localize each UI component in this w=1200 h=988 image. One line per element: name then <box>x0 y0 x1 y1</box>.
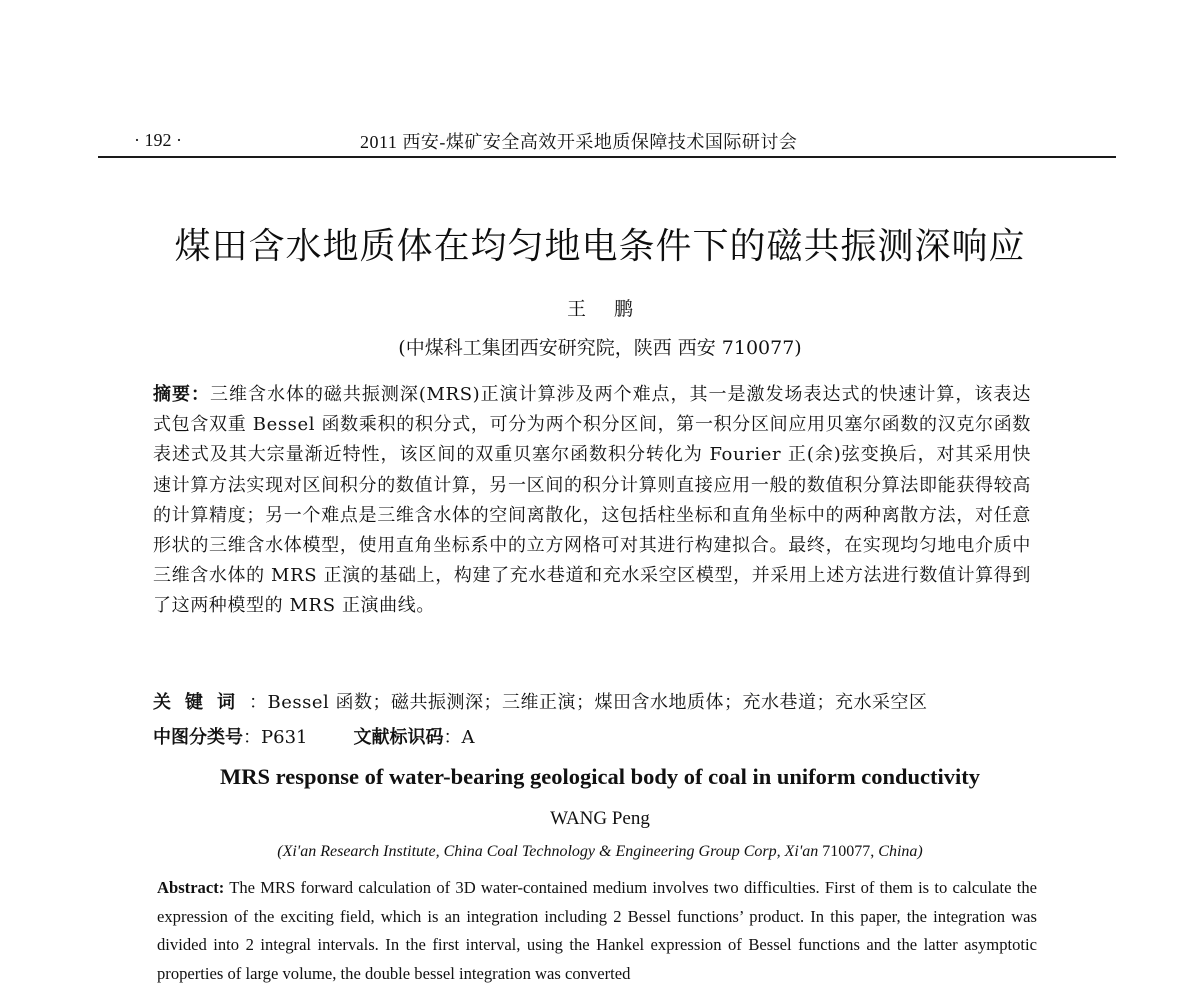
english-affiliation-part2: China) <box>878 843 923 860</box>
running-header <box>98 126 1116 158</box>
english-abstract <box>157 874 1037 988</box>
doc-code-label: 文献标识码 <box>353 727 444 748</box>
clc-value: ：P631 <box>243 727 308 748</box>
journal-title: 2011 西安-煤矿安全高效开采地质保障技术国际研讨会 <box>360 132 798 152</box>
chinese-title: 煤田含水地质体在均匀地电条件下的磁共振测深响应 <box>174 226 1026 267</box>
chinese-keywords <box>153 688 1033 714</box>
english-affiliation-postcode: 710077, <box>818 843 879 860</box>
page-number: · 192 · <box>134 130 182 150</box>
chinese-abstract-label: 摘要： <box>153 384 210 405</box>
chinese-abstract-text: 三维含水体的磁共振测深(MRS)正演计算涉及两个难点，其一是激发场表达式的快速计算，该表达式包含双重 Bessel 函数乘积的积分式，可分为两个积分区间，第一积分区间应用贝塞尔函数的汉克尔函数表述式及其大宗量渐近特性，该区间的双重贝塞尔函数积分转化为 Fourier 正(余)弦变换后，对其采用快速计算方法实现对区间积分的数值计算，另一区间的积分计算则直接应用一般的数值积分算法即能获得较高的计算精度；另一个难点是三维含水体的空间离散化，这包括柱坐标和直角坐标中的两种离散方法，对任意形状的三维含水体模型，使用直角坐标系中的立方网格可对其进行构建拟合。最终，在实现均匀地电介质中三维含水体的 MRS 正演的基础上，构建了充水巷道和充水采空区模型，并采用上述方法进行数值计算得到了这两种模型的 MRS 正演曲线。 <box>153 384 1031 617</box>
chinese-keywords-label: 关键词 <box>153 692 249 713</box>
chinese-affiliation: (中煤科工集团西安研究院，陕西 西安 710077) <box>398 337 802 359</box>
english-affiliation-part1: (Xi'an Research Institute, China Coal Technology & Engineering Group Corp, Xi'an <box>277 843 819 860</box>
english-affiliation <box>0 843 1200 861</box>
chinese-author: 王鹏 <box>566 298 661 320</box>
clc-label: 中图分类号 <box>153 727 243 748</box>
doc-code-value: ：A <box>443 727 475 748</box>
chinese-abstract <box>153 380 1031 622</box>
chinese-keywords-text: ：Bessel 函数；磁共振测深；三维正演；煤田含水地质体；充水巷道；充水采空区 <box>249 692 928 713</box>
english-title: MRS response of water-bearing geological body of coal in uniform conductivity <box>220 764 980 789</box>
english-abstract-label: Abstract: <box>157 878 225 897</box>
classification-line <box>153 723 1033 749</box>
english-author: WANG Peng <box>550 808 650 829</box>
english-abstract-text: The MRS forward calculation of 3D water-contained medium involves two difficulties. First of them is to calculate the expression of the exciting field, which is an integration including 2 Bessel functions’ product. In this paper, the integration was divided into 2 integral intervals. In the first interval, using the Hankel expression of Bessel functions and the latter asymptotic properties of large volume, the double bessel integration was converted <box>157 878 1037 983</box>
